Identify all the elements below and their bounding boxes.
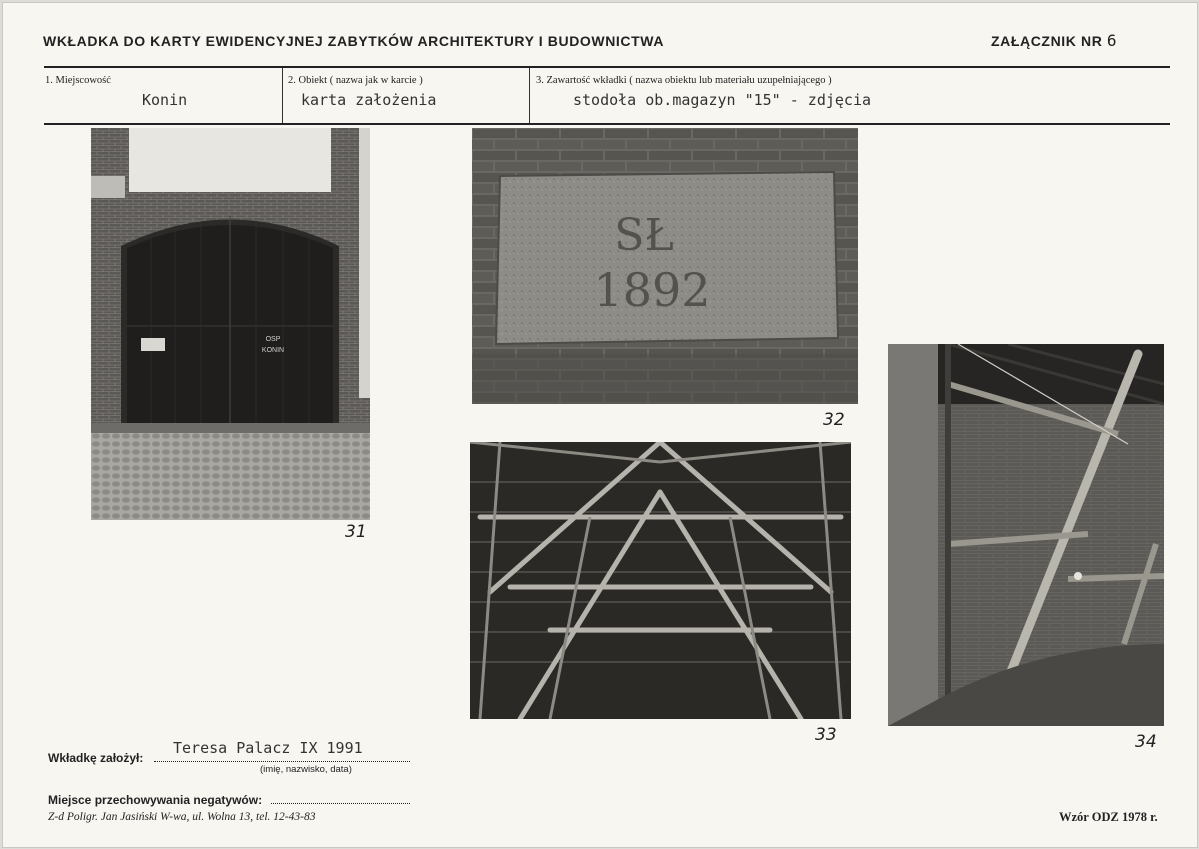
annex-number: 6 [1106, 31, 1118, 50]
founded-label: Wkładkę założył: [48, 751, 144, 765]
form-title: WKŁADKA DO KARTY EWIDENCYJNEJ ZABYTKÓW ARCHITEKTURY I BUDOWNICTWA [43, 33, 665, 49]
field-divider [529, 68, 530, 123]
founded-dotted-line [154, 761, 410, 762]
negatives-label: Miejsce przechowywania negatywów: [48, 793, 263, 807]
annex-label-text: ZAŁĄCZNIK NR [991, 33, 1103, 49]
field-label-contents: 3. Zawartość wkładki ( nazwa obiektu lub materiału uzupełniającego ) [536, 75, 832, 86]
photo-caption-32: 32 [823, 410, 845, 430]
field-value-object: karta założenia [301, 91, 437, 109]
photo-caption-34: 34 [1135, 732, 1157, 752]
field-divider [282, 68, 283, 123]
field-value-contents: stodoła ob.magazyn "15" - zdjęcia [573, 91, 872, 109]
photo-barn-door [91, 128, 370, 520]
header-top-rule [44, 66, 1170, 68]
form-version: Wzór ODZ 1978 r. [1059, 810, 1158, 824]
annex-label [991, 31, 1117, 50]
door-sign-text: KONIN [261, 347, 285, 354]
field-label-locality: 1. Miejscowość [45, 75, 111, 86]
photo-caption-31: 31 [345, 522, 367, 542]
record-sheet [2, 2, 1198, 848]
field-value-locality: Konin [142, 91, 188, 109]
photo-interior-wall [888, 344, 1164, 726]
photo-caption-33: 33 [815, 725, 837, 745]
header-bottom-rule [44, 123, 1170, 125]
photo-stone-plaque [472, 128, 858, 404]
plaque-inscription: 1892 [593, 263, 711, 317]
printer-imprint: Z-d Poligr. Jan Jasiński W-wa, ul. Wolna 13, tel. 12-43-83 [48, 811, 316, 823]
founded-hint: (imię, nazwisko, data) [260, 764, 352, 775]
field-label-object: 2. Obiekt ( nazwa jak w karcie ) [288, 75, 423, 86]
door-sign-text: OSP [265, 336, 281, 343]
founded-value: Teresa Palacz IX 1991 [173, 739, 363, 757]
negatives-dotted-line [271, 803, 410, 804]
plaque-inscription: SŁ [614, 210, 674, 261]
photo-roof-truss [470, 442, 851, 719]
